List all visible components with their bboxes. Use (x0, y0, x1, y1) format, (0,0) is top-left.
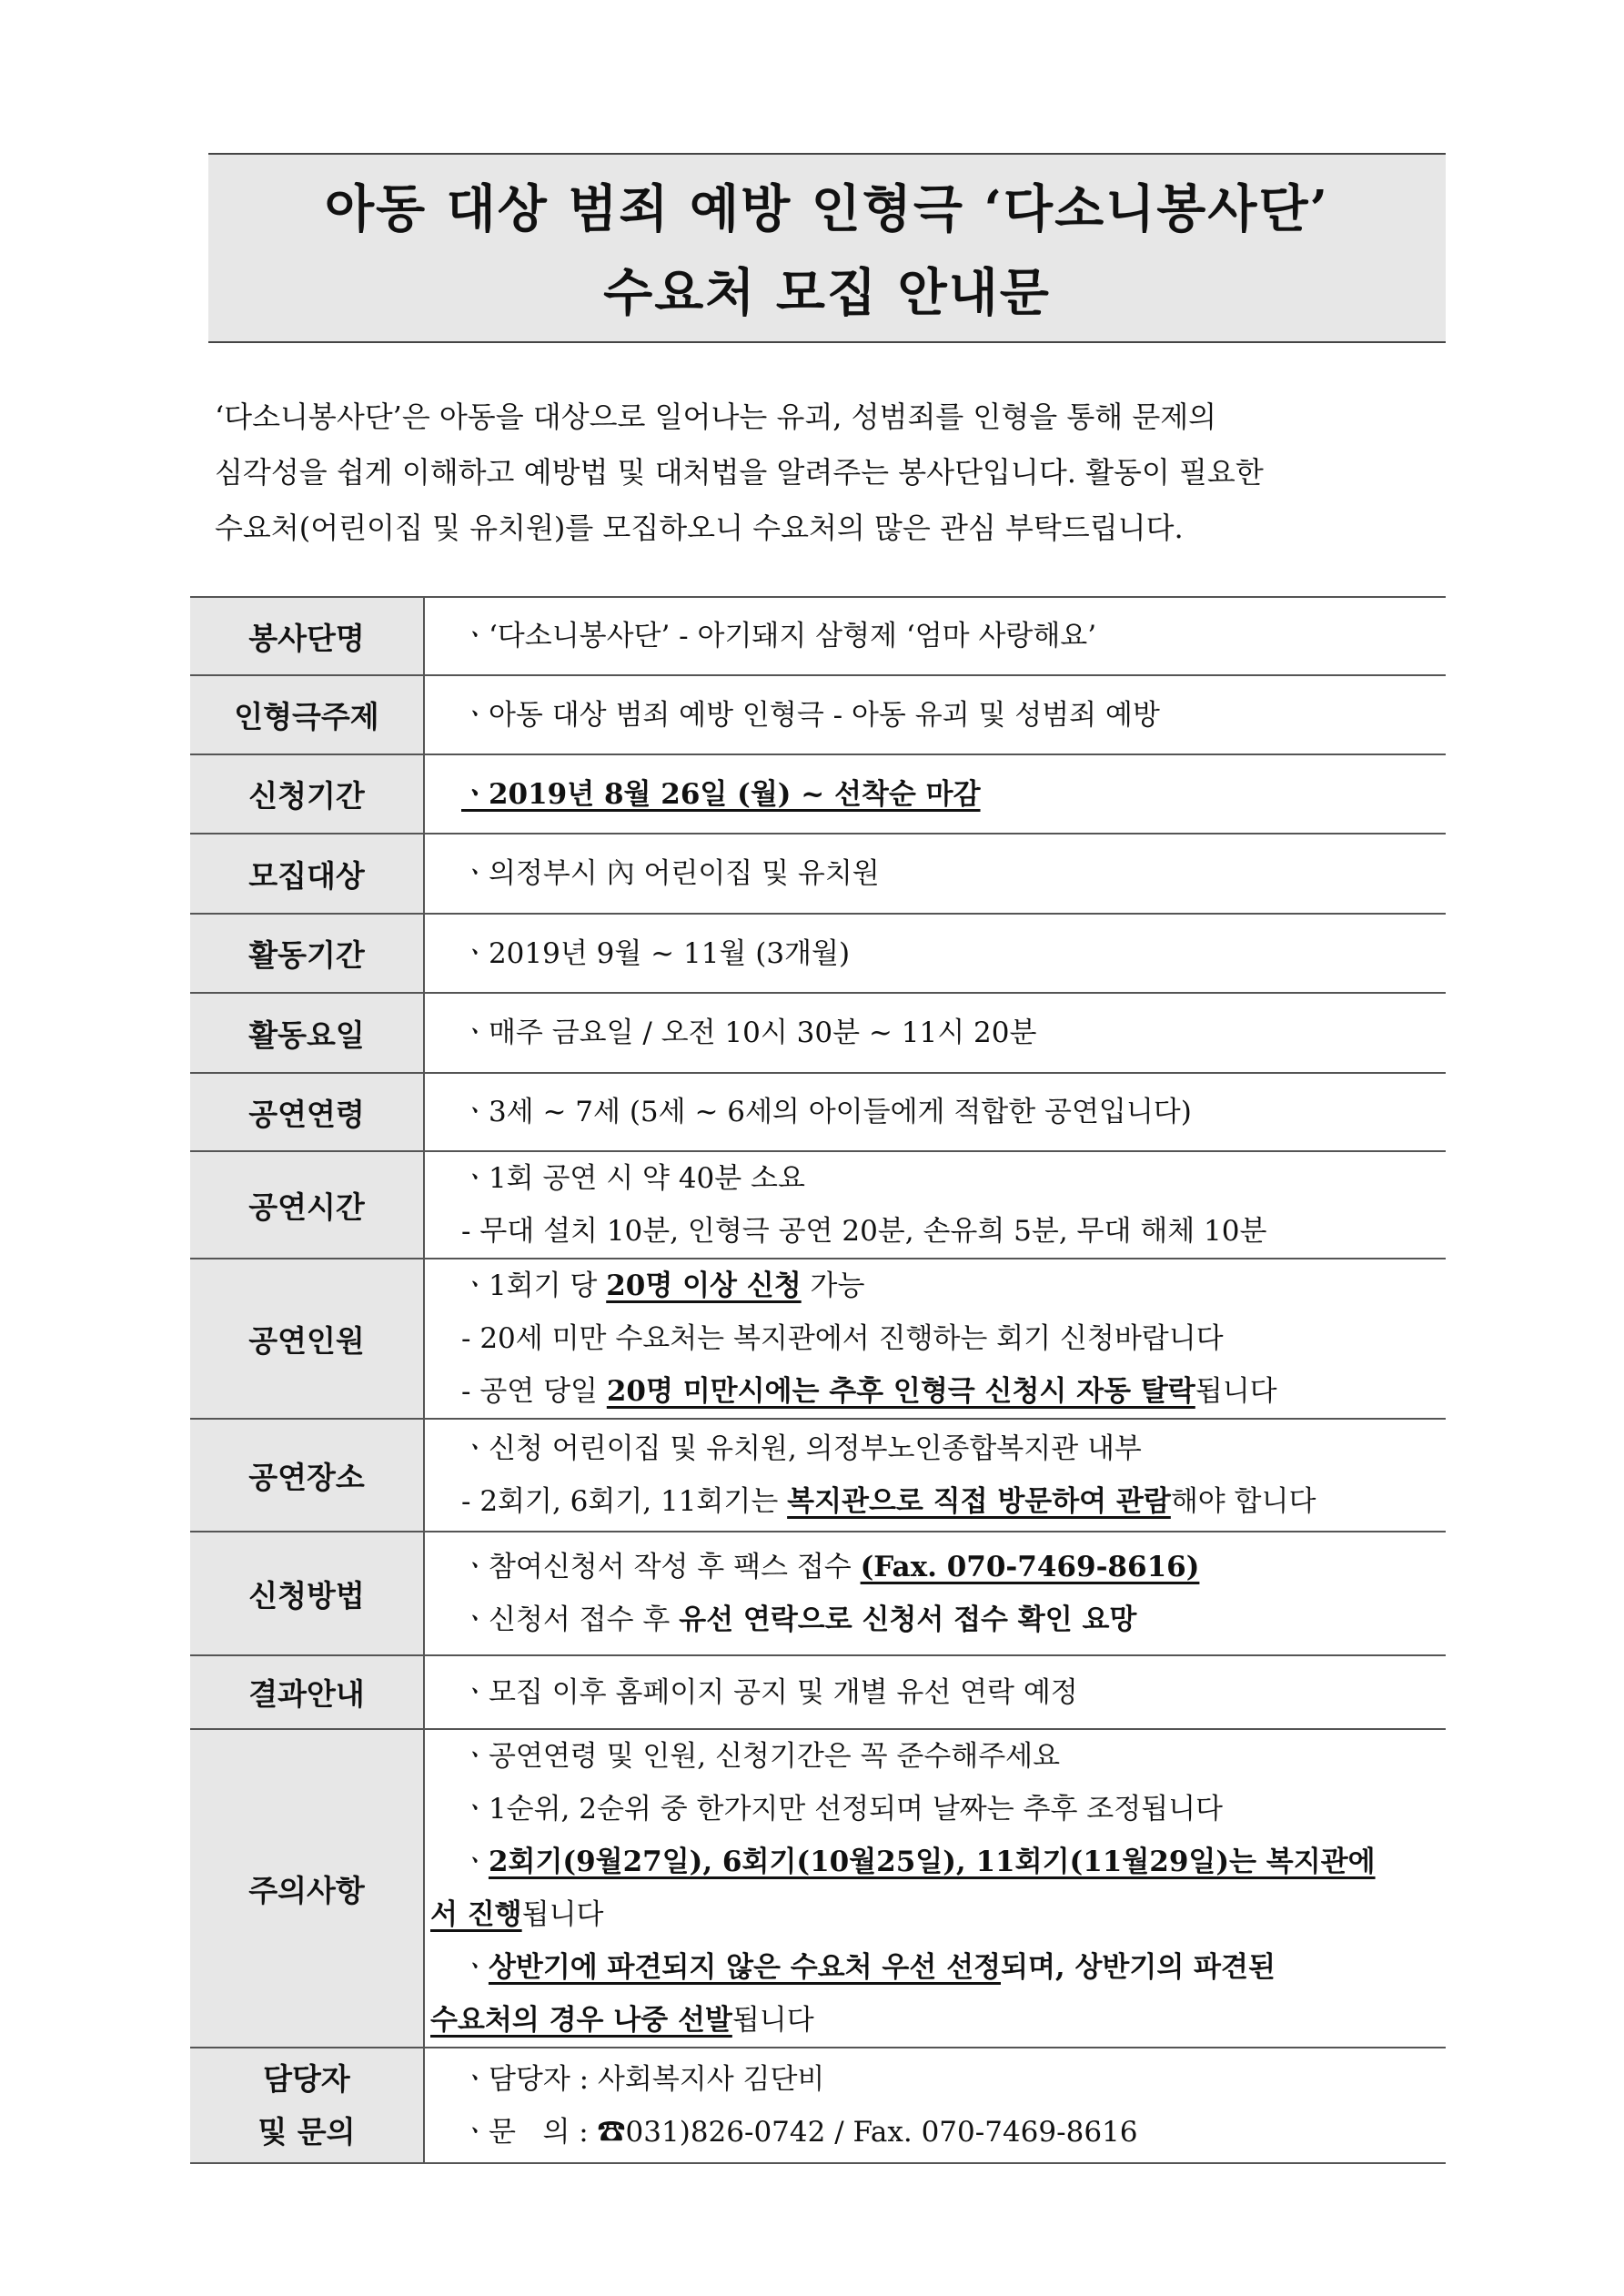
emphasis-text: 수요처의 경우 나중 선발 (430, 2004, 732, 2037)
intro-line: 심각성을 쉽게 이해하고 예방법 및 대처법을 알려주는 봉사단입니다. 활동이 필요한 (215, 455, 1264, 490)
value-age (424, 1073, 1446, 1151)
emphasis-text: 상반기에 파견되지 않은 수요처 우선 선정 (488, 1951, 1001, 1984)
label-target: 모집대상 (190, 834, 424, 914)
emphasis-text: 복지관으로 직접 방문하여 관람 (787, 1485, 1171, 1518)
page-subtitle: 수요처 모집 안내문 (603, 263, 1051, 323)
notes-line (425, 1994, 1446, 2047)
headcount-line (461, 1259, 1446, 1312)
label-activity-day: 활동요일 (190, 993, 424, 1073)
headcount-note: - 20세 미만 수요처는 복지관에서 진행하는 회기 신청바랍니다 (461, 1322, 1224, 1355)
venue-line: ㆍ신청 어린이집 및 유치원, 의정부노인종합복지관 내부 (461, 1432, 1142, 1465)
notes-line (425, 1836, 1446, 1888)
venue-note (461, 1475, 1446, 1528)
duration-detail: - 무대 설치 10분, 인형극 공연 20분, 손유희 5분, 무대 해체 10분 (461, 1215, 1267, 1248)
row-activity-day (190, 993, 1446, 1073)
theme-text: ㆍ아동 대상 범죄 예방 인형극 - 아동 유괴 및 성범죄 예방 (461, 698, 1160, 732)
label-result: 결과안내 (190, 1655, 424, 1729)
text-segment: 됩니다 (521, 1898, 604, 1931)
contact-label-line: 및 문의 (257, 2113, 356, 2149)
text-segment: 가능 (801, 1269, 865, 1302)
title-box (208, 153, 1446, 343)
emphasis-text: 2회기(9월27일), 6회기(10월25일), 11회기(11월29일)는 복지관에 (488, 1846, 1376, 1878)
intro-line: ‘다소니봉사단’은 아동을 대상으로 일어나는 유괴, 성범죄를 인형을 통해 문제의 (215, 400, 1217, 434)
text-segment: ㆍ (461, 1951, 489, 1984)
text-segment: ㆍ1회기 당 (461, 1269, 607, 1302)
emphasis-text: 서 진행 (430, 1898, 522, 1931)
row-venue (190, 1419, 1446, 1532)
page-title: 아동 대상 범죄 예방 인형극 ‘다소니봉사단’ (324, 179, 1330, 239)
value-venue (424, 1419, 1446, 1532)
value-activity-day (424, 993, 1446, 1073)
row-result (190, 1655, 1446, 1729)
notes-line: ㆍ1순위, 2순위 중 한가지만 선정되며 날짜는 추후 조정됩니다 (461, 1793, 1223, 1826)
row-team-name (190, 597, 1446, 675)
team-name-text: ㆍ‘다소니봉사단’ - 아기돼지 삼형제 ‘엄마 사랑해요’ (461, 620, 1097, 652)
intro-paragraph (215, 389, 1447, 556)
label-theme: 인형극주제 (190, 675, 424, 754)
emphasis-text: 유선 연락으로 신청서 접수 확인 요망 (679, 1603, 1137, 1636)
duration-line: ㆍ1회 공연 시 약 40분 소요 (461, 1162, 805, 1195)
text-segment: ㆍ (461, 1846, 489, 1878)
label-notes: 주의사항 (190, 1729, 424, 2048)
row-duration (190, 1151, 1446, 1259)
label-headcount: 공연인원 (190, 1259, 424, 1419)
label-activity-period: 활동기간 (190, 914, 424, 993)
method-confirm (461, 1593, 1446, 1646)
label-apply-period: 신청기간 (190, 754, 424, 834)
label-method: 신청방법 (190, 1532, 424, 1655)
row-activity-period (190, 914, 1446, 993)
value-duration (424, 1151, 1446, 1259)
value-result (424, 1655, 1446, 1729)
value-theme (424, 675, 1446, 754)
text-segment: - 2회기, 6회기, 11회기는 (461, 1485, 788, 1518)
activity-day-text: ㆍ매주 금요일 / 오전 10시 30분 ~ 11시 20분 (461, 1017, 1037, 1049)
info-table (190, 596, 1446, 2164)
age-text: ㆍ3세 ~ 7세 (5세 ~ 6세의 아이들에게 적합한 공연입니다) (461, 1096, 1192, 1128)
intro-line: 수요처(어린이집 및 유치원)를 모집하오니 수요처의 많은 관심 부탁드립니다. (215, 511, 1184, 545)
label-team-name: 봉사단명 (190, 597, 424, 675)
row-age (190, 1073, 1446, 1151)
method-line (461, 1541, 1446, 1593)
emphasis-text: 20명 미만시에는 추후 인형극 신청시 자동 탈락 (606, 1375, 1195, 1408)
activity-period-text: ㆍ2019년 9월 ~ 11월 (3개월) (461, 936, 851, 970)
text-segment: ㆍ신청서 접수 후 (461, 1603, 680, 1636)
value-headcount (424, 1259, 1446, 1419)
row-theme (190, 675, 1446, 754)
row-headcount (190, 1259, 1446, 1419)
result-text: ㆍ모집 이후 홈페이지 공지 및 개별 유선 연락 예정 (461, 1675, 1078, 1709)
notes-line (425, 1888, 1446, 1941)
text-segment: 됩니다 (1195, 1375, 1277, 1408)
headcount-warning (461, 1365, 1446, 1418)
contact-label-line: 담당자 (263, 2060, 350, 2097)
target-text: ㆍ의정부시 內 어린이집 및 유치원 (461, 857, 880, 890)
row-apply-period (190, 754, 1446, 834)
apply-period-text: ㆍ2019년 8월 26일 (월) ~ 선착순 마감 (461, 777, 981, 811)
row-method (190, 1532, 1446, 1655)
label-venue: 공연장소 (190, 1419, 424, 1532)
label-contact (190, 2048, 424, 2163)
value-contact (424, 2048, 1446, 2163)
row-target (190, 834, 1446, 914)
fax-number: (Fax. 070-7469-8616) (860, 1551, 1200, 1583)
text-segment: 해야 합니다 (1170, 1485, 1316, 1518)
label-age: 공연연령 (190, 1073, 424, 1151)
label-duration: 공연시간 (190, 1151, 424, 1259)
value-method (424, 1532, 1446, 1655)
text-segment: ㆍ참여신청서 작성 후 팩스 접수 (461, 1551, 861, 1583)
emphasis-text: 20명 이상 신청 (606, 1269, 802, 1302)
value-target (424, 834, 1446, 914)
value-team-name (424, 597, 1446, 675)
value-notes (424, 1729, 1446, 2048)
notes-line: ㆍ공연연령 및 인원, 신청기간은 꼭 준수해주세요 (461, 1740, 1061, 1773)
contact-person: ㆍ담당자 : 사회복지사 김단비 (461, 2062, 825, 2096)
notes-line (425, 1941, 1446, 1994)
text-segment: - 공연 당일 (461, 1375, 607, 1408)
row-notes (190, 1729, 1446, 2048)
emphasis-text: 되며, 상반기의 파견된 (1001, 1951, 1276, 1984)
value-apply-period (424, 754, 1446, 834)
value-activity-period (424, 914, 1446, 993)
contact-phone: ㆍ문 의 : ☎031)826-0742 / Fax. 070-7469-8616 (461, 2115, 1138, 2149)
text-segment: 됩니다 (731, 2004, 814, 2037)
row-contact (190, 2048, 1446, 2163)
